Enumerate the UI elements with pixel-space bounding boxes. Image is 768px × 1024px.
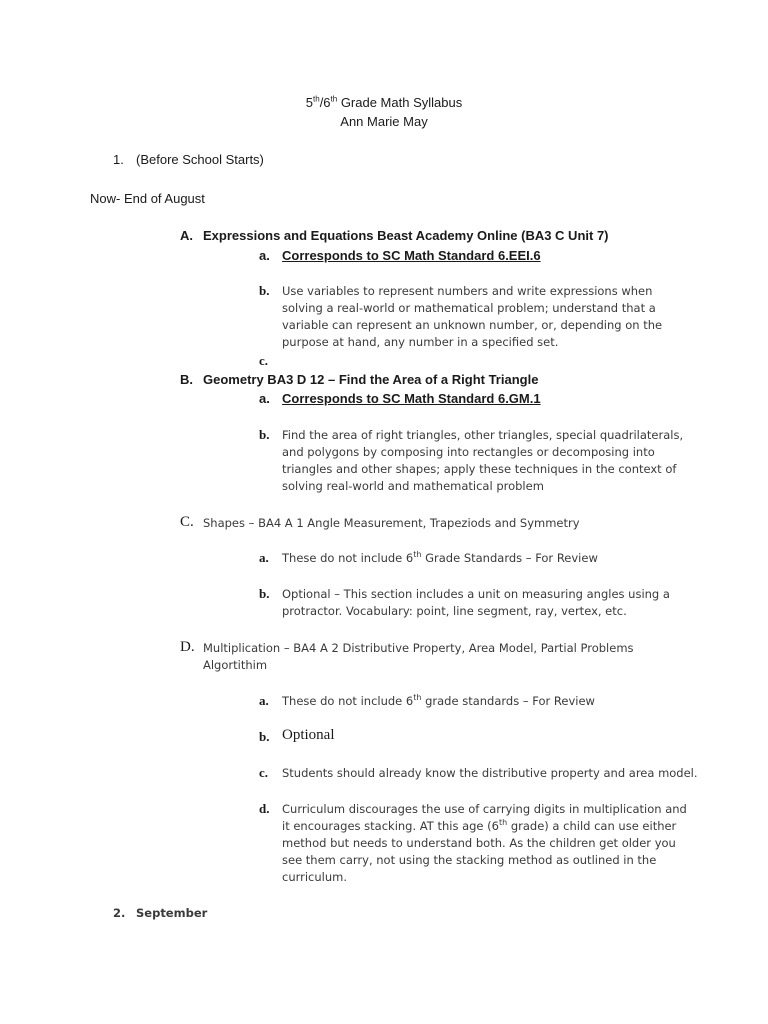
item-A-b-letter: b. <box>259 283 270 298</box>
item-A-title: Expressions and Equations Beast Academy Online (BA3 C Unit 7) <box>203 228 609 243</box>
section-1-number: 1. <box>113 152 124 167</box>
item-D-a-text: These do not include 6th grade standards – For Review <box>282 693 595 708</box>
item-D-b-letter: b. <box>259 729 270 744</box>
period-label: Now- End of August <box>90 191 205 206</box>
item-B-a-letter: a. <box>259 391 270 406</box>
section-2-title: September <box>136 906 208 920</box>
item-C-a-letter: a. <box>259 550 269 565</box>
item-A-a-letter: a. <box>259 248 270 263</box>
item-D-b-text: Optional <box>282 727 335 743</box>
item-C-a-text: These do not include 6th Grade Standards – For Review <box>282 550 598 565</box>
item-D-a-letter: a. <box>259 693 269 708</box>
item-C-title: Shapes – BA4 A 1 Angle Measurement, Trapeziods and Symmetry <box>203 516 580 530</box>
item-C-b-letter: b. <box>259 586 270 601</box>
author-name: Ann Marie May <box>340 114 428 129</box>
item-C-b-text: Optional – This section includes a unit on measuring angles using a protractor. Vocabulary: point, line segment, ray, vertex, etc. <box>282 587 670 618</box>
page-title: 5th/6th Grade Math Syllabus <box>305 94 463 110</box>
item-D-c-text: Students should already know the distributive property and area model. <box>282 766 698 780</box>
item-D-letter: D. <box>180 639 195 655</box>
item-B-title: Geometry BA3 D 12 – Find the Area of a Right Triangle <box>203 372 539 387</box>
section-2-number: 2. <box>113 906 126 920</box>
item-D-d-letter: d. <box>259 801 270 816</box>
item-A-b-text: Use variables to represent numbers and write expressions when solving a real-world or mathematical problem; understand that a variable can represent an unknown number, or, depending on the purpose at hand, any number in a specified set. <box>282 284 663 349</box>
item-D-d-text: Curriculum discourages the use of carrying digits in multiplication and it encourages stacking. AT this age (6th grade) a child can use either method but needs to understand both. As the children get older you see them carry, not using the stacking method as outlined in the curriculum. <box>282 802 687 884</box>
item-D-c-letter: c. <box>259 765 269 780</box>
item-B-letter: B. <box>180 372 193 387</box>
item-A-letter: A. <box>180 228 193 243</box>
item-B-a-standard: Corresponds to SC Math Standard 6.GM.1 <box>282 391 541 406</box>
item-C-letter: C. <box>180 514 194 530</box>
item-B-b-text: Find the area of right triangles, other triangles, special quadrilaterals, and polygons by composing into rectangles or decomposing into triangles and other shapes; apply these techniques in the context of solving real-world and mathematical problem <box>282 428 684 493</box>
item-B-b-letter: b. <box>259 427 270 442</box>
section-1-title: (Before School Starts) <box>136 152 264 167</box>
item-A-c-letter: c. <box>259 353 269 368</box>
item-A-a-standard: Corresponds to SC Math Standard 6.EEI.6 <box>282 248 541 263</box>
item-D-title: Multiplication – BA4 A 2 Distributive Property, Area Model, Partial Problems Algortithim <box>203 641 634 672</box>
